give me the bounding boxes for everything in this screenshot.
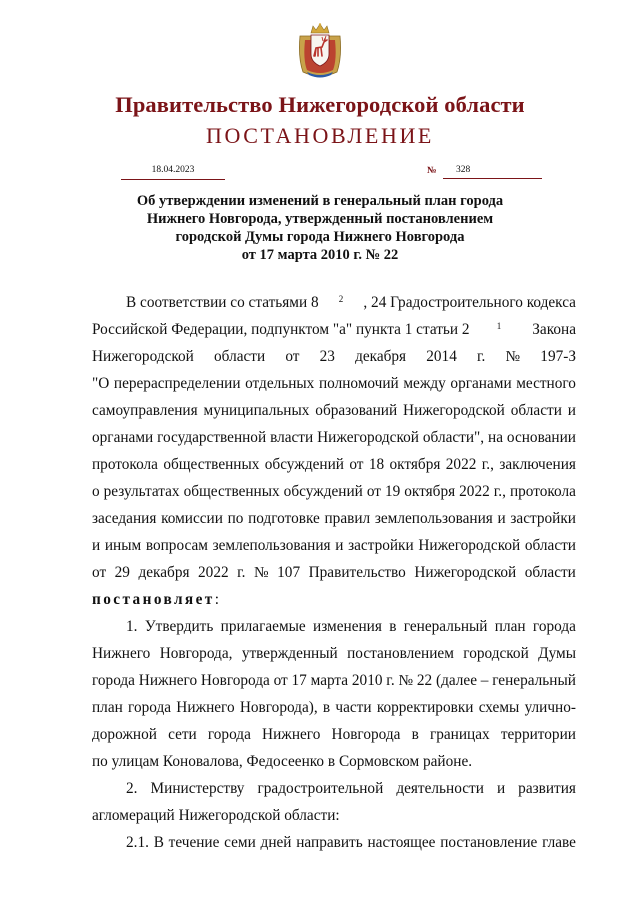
- word: 2014: [426, 348, 457, 365]
- word: протокола: [509, 483, 576, 500]
- word: 18: [368, 456, 385, 473]
- word: 23: [319, 348, 335, 365]
- word: Новгорода,: [159, 645, 233, 662]
- word: Нижегородской: [418, 537, 521, 554]
- word: "О: [92, 375, 110, 392]
- word: границах: [429, 726, 490, 743]
- document-number: 328: [443, 165, 542, 179]
- body-line: [92, 829, 576, 856]
- word: октября: [389, 456, 441, 473]
- word: 2.1.: [126, 834, 149, 851]
- word: области: [214, 348, 266, 365]
- word: В: [153, 834, 164, 851]
- body-line: [92, 505, 576, 532]
- word: Правительство: [308, 564, 406, 581]
- text-span: Российской Федерации, подпунктом "а" пункта 1 статьи 2: [92, 321, 470, 338]
- word: органами: [450, 375, 512, 392]
- word: в: [389, 618, 397, 635]
- subject-line: Нижнего Новгорода, утвержденный постановлением: [146, 211, 494, 227]
- word: 197-З: [540, 348, 576, 365]
- body-line: [92, 316, 576, 343]
- subject-line: от 17 марта 2010 г. № 22: [241, 247, 399, 263]
- word: №: [254, 564, 269, 581]
- word: г.: [237, 564, 246, 581]
- word: Нижнего: [176, 699, 235, 716]
- word: улично-: [524, 699, 576, 716]
- body-line: [92, 451, 576, 478]
- word: области: [524, 537, 576, 554]
- word: г.,: [493, 483, 506, 500]
- word: о: [92, 483, 100, 500]
- body-line: [92, 721, 576, 748]
- word: области: [510, 402, 562, 419]
- body-line: [92, 424, 576, 451]
- word: органами: [92, 429, 154, 446]
- word: застройки: [510, 510, 576, 527]
- word: самоуправления: [92, 402, 198, 419]
- word: 2022: [198, 564, 229, 581]
- body-line: [92, 640, 576, 667]
- word: дней: [260, 834, 292, 851]
- word: течение: [168, 834, 220, 851]
- decree-word: постановляет: [92, 591, 215, 608]
- subject-line: Об утверждении изменений в генеральный план города: [136, 193, 504, 209]
- body-line: [92, 343, 576, 370]
- word: №: [505, 348, 521, 365]
- word: дорожной: [92, 726, 157, 743]
- word: общественных: [163, 456, 260, 473]
- word: прилагаемые: [220, 618, 306, 635]
- word: 107: [277, 564, 301, 581]
- document-subject: [60, 192, 580, 264]
- word: Нижегородской: [403, 402, 505, 419]
- text-span: В соответствии со статьями 8: [126, 294, 319, 311]
- word: 19: [384, 483, 401, 500]
- document-body: [92, 289, 576, 856]
- word: в: [411, 726, 419, 743]
- word: г.: [386, 672, 395, 689]
- word: деятельности: [396, 780, 484, 797]
- word: области: [524, 564, 576, 581]
- word: обсуждений: [283, 483, 363, 500]
- word: вопросам: [145, 537, 208, 554]
- word: Думы: [538, 645, 576, 662]
- text-span: Закона: [528, 321, 576, 338]
- subject-line: городской Думы города Нижнего Новгорода: [175, 229, 465, 245]
- body-line: [92, 478, 576, 505]
- word: местного: [516, 375, 576, 392]
- word: образований: [315, 402, 398, 419]
- word: Нижегородской: [414, 564, 517, 581]
- word: и: [497, 510, 506, 527]
- word: марта: [310, 672, 349, 689]
- word: постановление: [440, 834, 538, 851]
- word: Новгорода: [331, 726, 401, 743]
- body-line: [92, 397, 576, 424]
- word: декабря: [138, 564, 190, 581]
- word: Нижегородской: [317, 429, 419, 446]
- word: отдельных: [245, 375, 315, 392]
- superscript: 1: [496, 321, 502, 331]
- body-line: [92, 667, 576, 694]
- word: г.: [477, 348, 486, 365]
- word: Нижнего: [138, 672, 198, 689]
- word: и: [567, 402, 576, 419]
- word: полномочий: [318, 375, 399, 392]
- word: по: [227, 510, 244, 527]
- word: 2022: [445, 456, 477, 473]
- word: города: [92, 672, 135, 689]
- word: 2.: [126, 780, 138, 797]
- word: протокола: [92, 456, 158, 473]
- word: от: [349, 456, 364, 473]
- word: Нижнего: [262, 726, 321, 743]
- word: сети: [168, 726, 197, 743]
- word: 2022: [459, 483, 490, 500]
- word: обсуждений: [264, 456, 344, 473]
- superscript: 2: [338, 294, 344, 304]
- document-date: 18.04.2023: [121, 165, 225, 180]
- body-line: [92, 559, 576, 586]
- word: от: [92, 564, 107, 581]
- word: настоящее: [367, 834, 436, 851]
- word: градостроительной: [257, 780, 384, 797]
- word: Нижнего: [92, 645, 151, 662]
- word: Утвердить: [144, 618, 214, 635]
- body-line: [92, 370, 576, 397]
- word: подготовке: [248, 510, 320, 527]
- word: города: [532, 618, 576, 635]
- word: Новгорода),: [239, 699, 318, 716]
- word: генеральный: [492, 672, 576, 689]
- word: 17: [291, 672, 307, 689]
- word: результатах: [103, 483, 180, 500]
- word: 2010: [351, 672, 383, 689]
- word: от: [273, 672, 288, 689]
- body-line: [92, 289, 576, 316]
- body-line: [92, 694, 576, 721]
- word: развития: [518, 780, 576, 797]
- word: заседания: [92, 510, 157, 527]
- word: и: [335, 537, 344, 554]
- word: застройки: [348, 537, 414, 554]
- word: –: [480, 672, 489, 689]
- word: власти: [270, 429, 314, 446]
- word: 22: [416, 672, 433, 689]
- body-line: по улицам Коновалова, Федосеенко в Сормовском районе.: [92, 753, 473, 770]
- word: Министерству: [150, 780, 245, 797]
- word: семи: [224, 834, 256, 851]
- word: общественных: [183, 483, 280, 500]
- body-line: [92, 586, 576, 613]
- word: области",: [422, 429, 485, 446]
- coat-of-arms-icon: [297, 22, 343, 80]
- word: государственной: [157, 429, 267, 446]
- word: правил: [324, 510, 371, 527]
- text-span: , 24 Градостроительного кодекса: [363, 294, 576, 311]
- word: постановлением: [347, 645, 454, 662]
- word: план: [494, 618, 526, 635]
- word: на: [488, 429, 503, 446]
- word: декабря: [355, 348, 407, 365]
- word: перераспределении: [113, 375, 241, 392]
- word: 1.: [126, 618, 138, 635]
- body-line: агломераций Нижегородской области:: [92, 807, 340, 824]
- word: план: [92, 699, 123, 716]
- word: утвержденный: [241, 645, 338, 662]
- word: между: [403, 375, 446, 392]
- body-line: [92, 613, 576, 640]
- number-sign: №: [427, 166, 437, 176]
- decree-colon: :: [214, 591, 219, 608]
- word: землепользования: [374, 510, 493, 527]
- word: города: [207, 726, 251, 743]
- word: в: [322, 699, 331, 716]
- word: (далее: [435, 672, 477, 689]
- word: №: [398, 672, 414, 689]
- word: схемы: [478, 699, 520, 716]
- word: города: [128, 699, 172, 716]
- word: и: [496, 780, 506, 797]
- word: г.,: [481, 456, 494, 473]
- word: от: [366, 483, 381, 500]
- word: октября: [404, 483, 456, 500]
- word: землепользования: [212, 537, 331, 554]
- document-type: ПОСТАНОВЛЕНИЕ: [206, 123, 434, 148]
- word: Нижегородской: [92, 348, 194, 365]
- word: 29: [114, 564, 130, 581]
- word: основании: [506, 429, 576, 446]
- word: городской: [463, 645, 529, 662]
- body-line: [92, 775, 576, 802]
- word: части: [335, 699, 372, 716]
- word: заключения: [499, 456, 576, 473]
- word: Новгорода: [200, 672, 270, 689]
- word: генеральный: [403, 618, 488, 635]
- word: и: [92, 537, 101, 554]
- word: от: [285, 348, 300, 365]
- word: комиссии: [161, 510, 223, 527]
- body-line: [92, 532, 576, 559]
- word: направить: [296, 834, 363, 851]
- word: корректировки: [376, 699, 474, 716]
- word: иным: [104, 537, 142, 554]
- word: муниципальных: [203, 402, 310, 419]
- word: территории: [500, 726, 576, 743]
- government-name: Правительство Нижегородской области: [115, 92, 525, 117]
- word: главе: [542, 834, 576, 851]
- word: изменения: [313, 618, 382, 635]
